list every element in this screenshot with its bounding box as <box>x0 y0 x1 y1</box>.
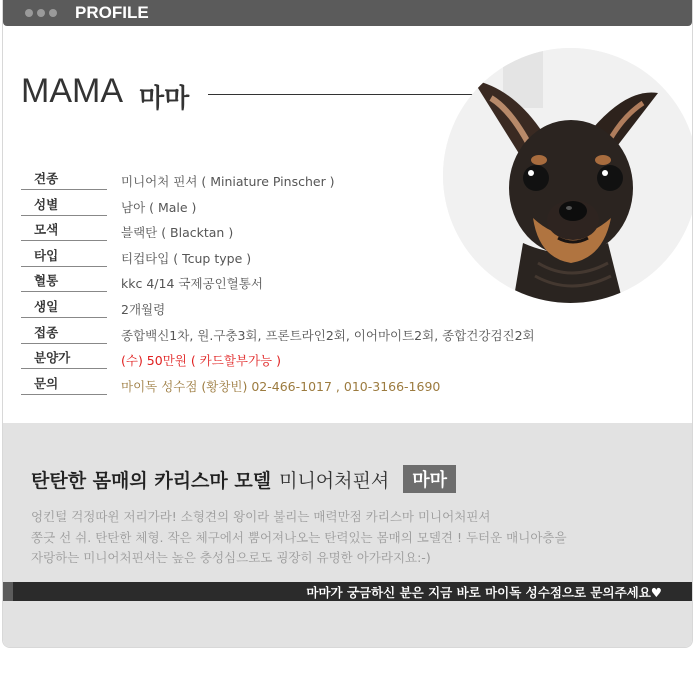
description-line: 쫑긋 선 쉬. 탄탄한 체형. 작은 체구에서 뿜어져나오는 탄력있는 몸매의 모델견 ! 두터운 매니아층을 <box>31 529 567 545</box>
description-line: 자랑하는 미니어처핀셔는 높은 충성심으로도 굉장히 유명한 아가라지요:-) <box>31 550 431 565</box>
dot-icon <box>49 9 57 17</box>
name-badge: 마마 <box>403 465 456 493</box>
header-title: PROFILE <box>75 3 149 22</box>
spec-label: 모색 <box>21 219 107 241</box>
dot-icon <box>37 9 45 17</box>
dog-name-korean: 마마 <box>139 84 190 114</box>
dog-name-english: MAMA <box>21 72 123 110</box>
contact-value: 마이독 성수점 (황창빈) 02-466-1017 , 010-3166-1690 <box>121 378 441 394</box>
spec-label: 견종 <box>21 168 107 190</box>
headline-breed: 미니어처핀셔 <box>279 470 390 492</box>
spec-label: 성별 <box>21 194 107 216</box>
spec-label: 문의 <box>21 373 107 395</box>
spec-label: 타입 <box>21 245 107 267</box>
spec-value: kkc 4/14 국제공인혈통서 <box>121 276 263 292</box>
profile-header-bar <box>3 0 692 26</box>
intro-headline <box>31 465 456 493</box>
description-line: 엉킨털 걱정따윈 저리가라! 소형견의 왕이라 불리는 매력만점 카리스마 미니어처핀셔 <box>31 509 491 524</box>
spec-value: 블랙탄 ( Blacktan ) <box>121 225 234 241</box>
banner-text: 마마가 궁금하신 분은 지금 바로 마이독 성수점으로 문의주세요♥ <box>306 585 662 600</box>
spec-label: 분양가 <box>21 347 107 369</box>
spec-label: 접종 <box>21 322 107 344</box>
banner-stripe <box>3 582 13 601</box>
dot-icon <box>25 9 33 17</box>
spec-label: 생일 <box>21 296 107 318</box>
spec-value: 미니어처 핀셔 ( Miniature Pinscher ) <box>121 174 335 189</box>
dog-photo <box>443 48 693 303</box>
spec-value: 티컵타입 ( Tcup type ) <box>121 250 252 266</box>
miniature-pinscher-photo <box>443 48 693 303</box>
spec-value: 종합백신1차, 원.구충3회, 프론트라인2회, 이어마이트2회, 종합건강검진2회 <box>121 327 535 343</box>
window-dots <box>25 9 57 17</box>
intro-panel <box>3 423 692 648</box>
profile-card <box>2 0 693 648</box>
spec-label: 혈통 <box>21 270 107 292</box>
name-divider <box>208 94 498 95</box>
contact-banner <box>3 582 692 601</box>
spec-value: 2개월령 <box>121 301 166 317</box>
headline-bold: 탄탄한 몸매의 카리스마 모델 <box>31 470 272 492</box>
spec-value: 남아 ( Male ) <box>121 199 197 215</box>
intro-description <box>31 507 567 569</box>
price-value: (수) 50만원 ( 카드할부가능 ) <box>121 353 281 369</box>
